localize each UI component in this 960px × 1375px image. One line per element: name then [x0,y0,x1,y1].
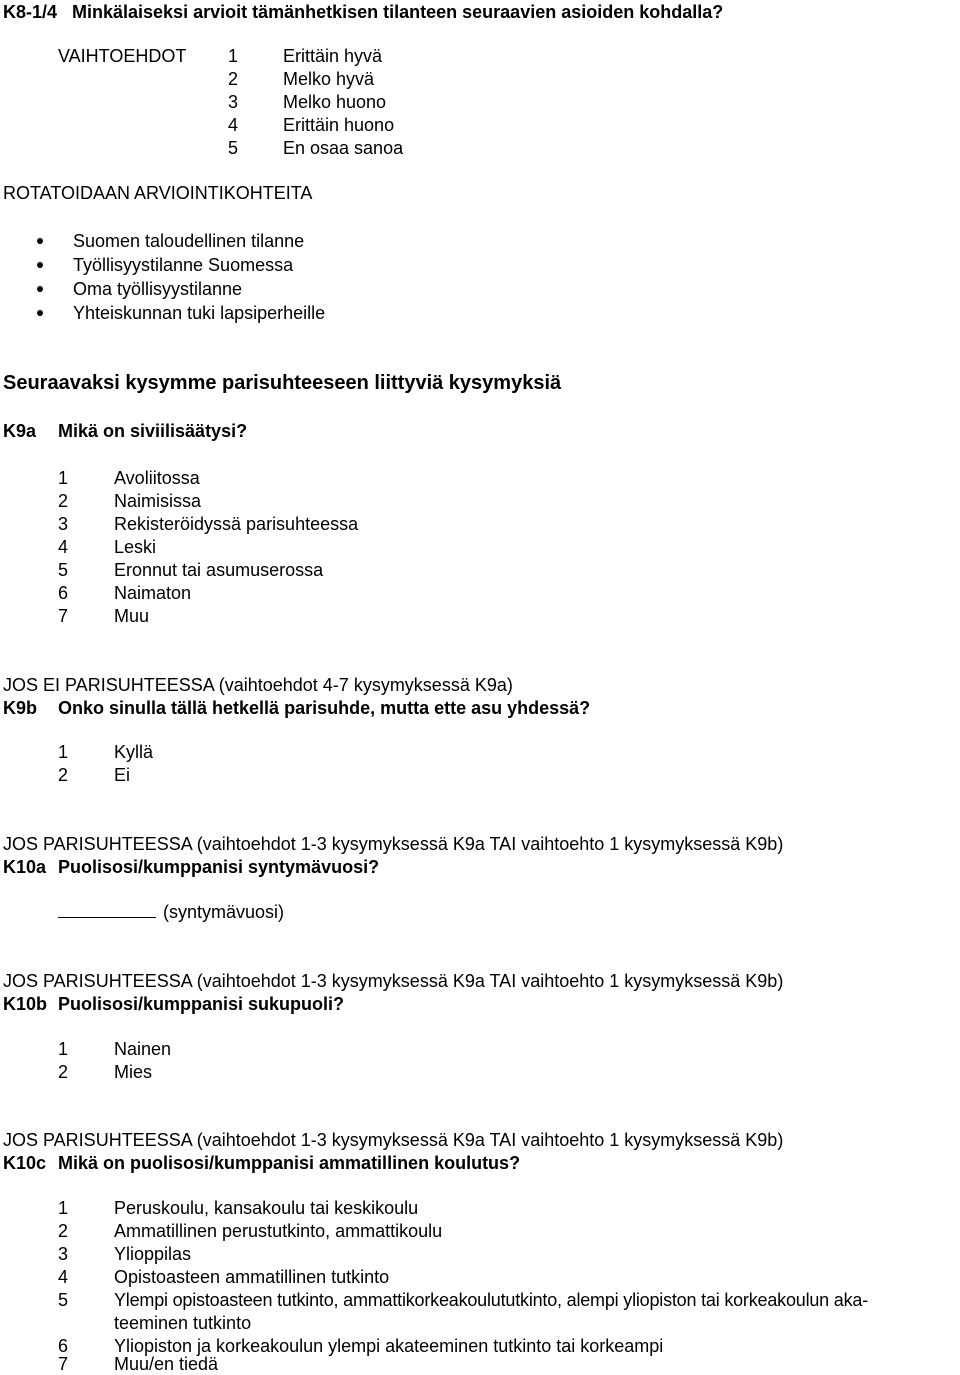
option-text: Muu [114,606,150,626]
bullet-icon [37,262,43,268]
option-number: 4 [228,115,239,135]
option-number: 6 [58,583,69,603]
option-number: 2 [228,69,239,89]
option-text: Melko hyvä [283,69,375,89]
question-text-k9b: Onko sinulla tällä hetkellä parisuhde, mutta ette asu yhdessä? [58,698,591,718]
option-text: Erittäin huono [283,115,395,135]
option-text: En osaa sanoa [283,138,404,158]
option-text: Melko huono [283,92,387,112]
option-text: Ei [114,765,131,785]
option-number: 6 [58,1336,69,1356]
option-text: Muu/en tiedä [114,1354,219,1374]
option-text: Naimisissa [114,491,202,511]
option-number: 2 [58,491,69,511]
condition-k10b: JOS PARISUHTEESSA (vaihtoehdot 1-3 kysymyksessä K9a TAI vaihtoehto 1 kysymyksessä K9b) [3,971,784,991]
options-label: VAIHTOEHDOT [58,46,187,66]
answer-label-k10a: (syntymävuosi) [163,902,285,922]
option-number: 1 [58,468,69,488]
option-number: 2 [58,1062,69,1082]
option-number: 1 [58,1198,69,1218]
condition-k9b: JOS EI PARISUHTEESSA (vaihtoehdot 4-7 kysymyksessä K9a) [3,675,513,695]
rotation-item: Oma työllisyystilanne [73,279,243,299]
rotation-item: Työllisyystilanne Suomessa [73,255,294,275]
option-number: 4 [58,537,69,557]
rotation-item: Yhteiskunnan tuki lapsiperheille [73,303,326,323]
option-number: 3 [58,1244,69,1264]
birth-year-blank [58,917,156,918]
option-text: Ammatillinen perustutkinto, ammattikoulu [114,1221,443,1241]
option-text: Naimaton [114,583,192,603]
option-text: Opistoasteen ammatillinen tutkinto [114,1267,390,1287]
option-text: Leski [114,537,157,557]
option-number: 3 [228,92,239,112]
section-heading: Seuraavaksi kysymme parisuhteeseen liittyviä kysymyksiä [3,372,562,394]
question-text-k8: Minkälaiseksi arvioit tämänhetkisen tilanteen seuraavien asioiden kohdalla? [72,2,724,22]
question-code-k10c: K10c [3,1153,47,1173]
option-number: 2 [58,1221,69,1241]
option-text-continuation: teeminen tutkinto [114,1313,252,1333]
option-text: Kyllä [114,742,154,762]
option-number: 1 [58,742,69,762]
option-number: 5 [228,138,239,158]
question-text-k10a: Puolisosi/kumppanisi syntymävuosi? [58,857,380,877]
option-number: 7 [58,1354,69,1374]
option-number: 5 [58,560,69,580]
option-text: Eronnut tai asumuserossa [114,560,324,580]
option-text: Peruskoulu, kansakoulu tai keskikoulu [114,1198,419,1218]
question-code-k9b: K9b [3,698,38,718]
option-text: Nainen [114,1039,172,1059]
option-text: Ylempi opistoasteen tutkinto, ammattikorkeakoulututkinto, alempi yliopiston tai korkeakoulun aka- [114,1290,869,1310]
option-text: Yliopiston ja korkeakoulun ylempi akateeminen tutkinto tai korkeampi [114,1336,664,1356]
option-text: Ylioppilas [114,1244,192,1264]
condition-k10c: JOS PARISUHTEESSA (vaihtoehdot 1-3 kysymyksessä K9a TAI vaihtoehto 1 kysymyksessä K9b) [3,1130,784,1150]
question-code-k9a: K9a [3,421,37,441]
rotation-item: Suomen taloudellinen tilanne [73,231,305,251]
bullet-icon [37,238,43,244]
question-code-k10a: K10a [3,857,47,877]
bullet-icon [37,286,43,292]
option-number: 2 [58,765,69,785]
question-code-k10b: K10b [3,994,48,1014]
option-number: 3 [58,514,69,534]
rotation-label: ROTATOIDAAN ARVIOINTIKOHTEITA [3,183,313,203]
option-number: 5 [58,1290,69,1310]
option-text: Rekisteröidyssä parisuhteessa [114,514,359,534]
option-text: Avoliitossa [114,468,200,488]
option-number: 4 [58,1267,69,1287]
question-text-k10c: Mikä on puolisosi/kumppanisi ammatillinen koulutus? [58,1153,521,1173]
option-number: 7 [58,606,69,626]
option-number: 1 [58,1039,69,1059]
option-text: Mies [114,1062,153,1082]
condition-k10a: JOS PARISUHTEESSA (vaihtoehdot 1-3 kysymyksessä K9a TAI vaihtoehto 1 kysymyksessä K9b) [3,834,784,854]
option-text: Erittäin hyvä [283,46,383,66]
question-text-k10b: Puolisosi/kumppanisi sukupuoli? [58,994,345,1014]
question-text-k9a: Mikä on siviilisäätysi? [58,421,248,441]
option-number: 1 [228,46,239,66]
bullet-icon [37,310,43,316]
question-code-k8: K8-1/4 [3,2,58,22]
